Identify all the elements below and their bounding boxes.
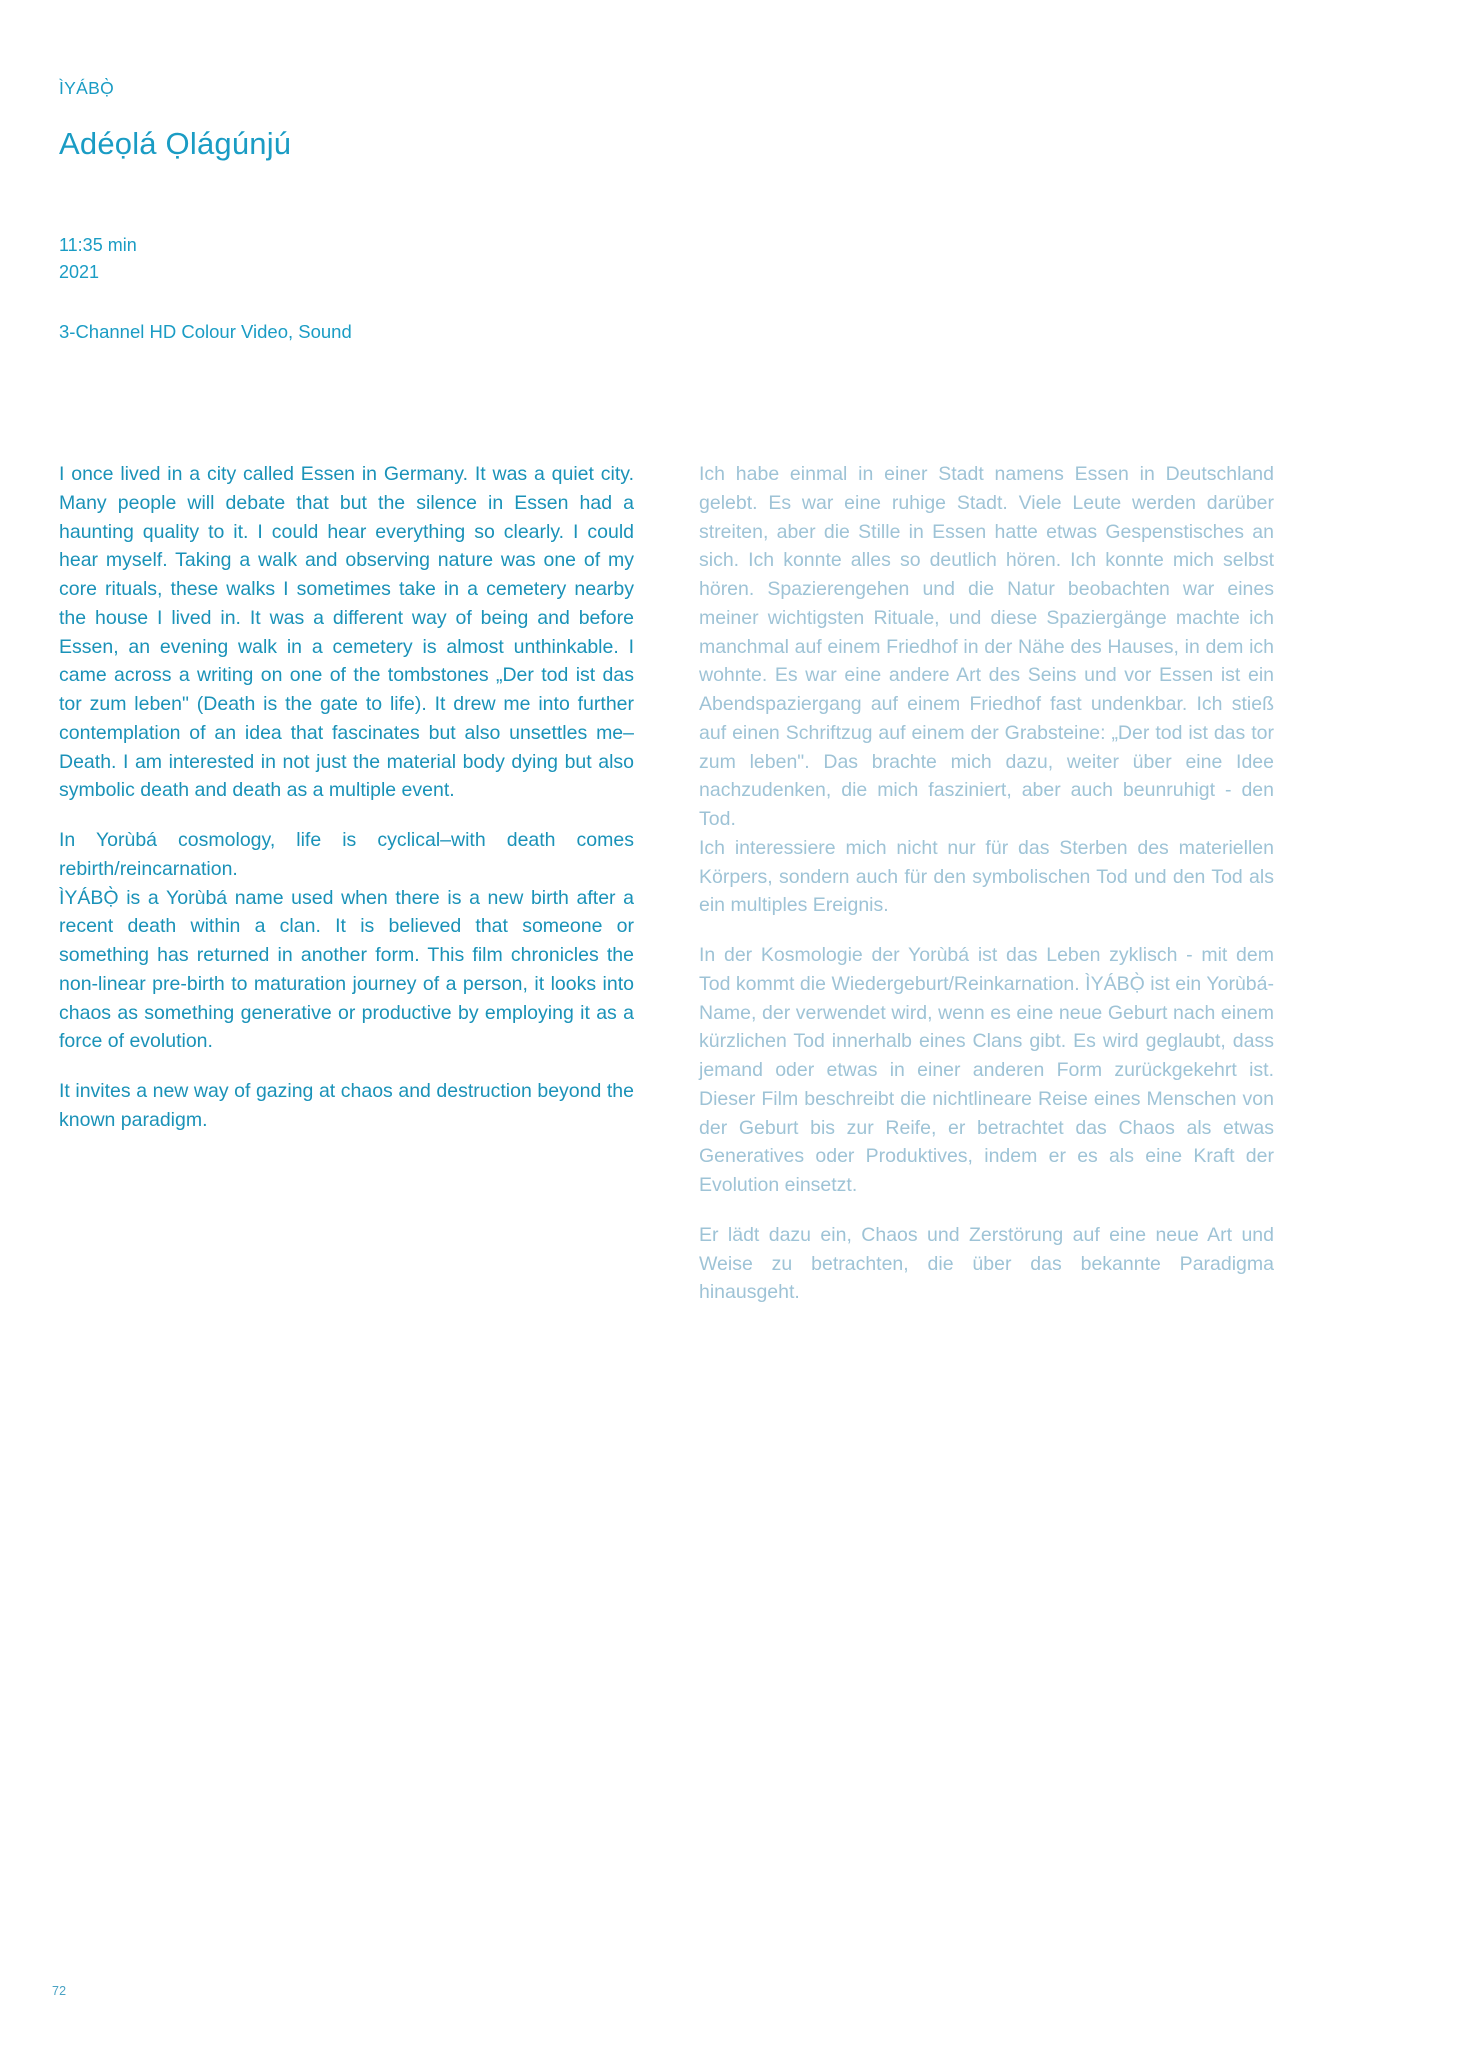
page-number: 72 [52,1984,67,1998]
english-column [59,460,634,1307]
german-paragraph: In der Kosmologie der Yorùbá ist das Leben zyklisch - mit dem Tod kommt die Wiedergeburt/Reinkarnation. ÌYÁBỌ̀ ist ein Yorùbá-Name, der verwendet wird, wenn es eine neue Geburt nach einem kürzlichen Tod innerhalb eines Clans gibt. Es wird geglaubt, dass jemand oder etwas in einer anderen Form zurückgekehrt ist. Dieser Film beschreibt die nichtlineare Reise eines Menschen von der Geburt bis zur Reife, er betrachtet das Chaos als etwas Generatives oder Produktives, indem er es als eine Kraft der Evolution einsetzt. [699,944,1274,1196]
german-paragraph: Er lädt dazu ein, Chaos und Zerstörung auf eine neue Art und Weise zu betrachten, die über das bekannte Paradigma hinausgeht. [699,1223,1274,1304]
text-columns [59,460,1404,1307]
artist-name: Adéọlá Ọlágúnjú [59,126,292,161]
english-paragraph: In Yorùbá cosmology, life is cyclical–with death comes rebirth/reincarnation. [59,829,634,880]
german-column [699,460,1274,1307]
duration-value: 11:35 min [59,235,137,255]
year-value: 2021 [59,262,100,283]
english-paragraph: It invites a new way of gazing at chaos and destruction beyond the known paradigm. [59,1080,634,1131]
english-paragraph: ÌYÁBỌ̀ is a Yorùbá name used when there is a new birth after a recent death within a clan. It is believed that someone or something has returned in another form. This film chronicles the non-linear pre-birth to maturation journey of a person, it looks into chaos as something generative or productive by employing it as a force of evolution. [59,886,634,1053]
work-metadata [59,232,659,287]
german-paragraph: Ich habe einmal in einer Stadt namens Essen in Deutschland gelebt. Es war eine ruhige Stadt. Viele Leute werden darüber streiten, aber die Stille in Essen hatte etwas Gespenstisches an sich. Ich konnte alles so deutlich hören. Ich konnte mich selbst hören. Spazierengehen und die Natur beobachten war eines meiner wichtigsten Rituale, und diese Spaziergänge machte ich manchmal auf einem Friedhof in der Nähe des Hauses, in dem ich wohnte. Es war eine andere Art des Seins und vor Essen ist ein Abendspaziergang auf einem Friedhof fast undenkbar. Ich stieß auf einen Schriftzug auf einem der Grabsteine: „Der tod ist das tor zum leben". Das brachte mich dazu, weiter über eine Idee nachzudenken, die mich fasziniert, aber auch beunruhigt - den Tod. [699,463,1274,830]
english-paragraph: I once lived in a city called Essen in Germany. It was a quiet city. Many people will debate that but the silence in Essen had a haunting quality to it. I could hear everything so clearly. I could hear myself. Taking a walk and observing nature was one of my core rituals, these walks I sometimes take in a cemetery nearby the house I lived in. It was a different way of being and before Essen, an evening walk in a cemetery is almost unthinkable. I came across a writing on one of the tombstones „Der tod ist das tor zum leben" (Death is the gate to life). It drew me into further contemplation of an idea that fascinates but also unsettles me–Death. I am interested in not just the material body dying but also symbolic death and death as a multiple event. [59,463,634,802]
page-header [59,78,659,162]
german-paragraph: Ich interessiere mich nicht nur für das Sterben des materiellen Körpers, sondern auch für den symbolischen Tod und den Tod als ein multiples Ereignis. [699,836,1274,917]
media-description: 3-Channel HD Colour Video, Sound [59,321,352,342]
work-title: ÌYÁBỌ̀ [59,78,114,98]
corner-registration-mark [18,2016,34,2034]
